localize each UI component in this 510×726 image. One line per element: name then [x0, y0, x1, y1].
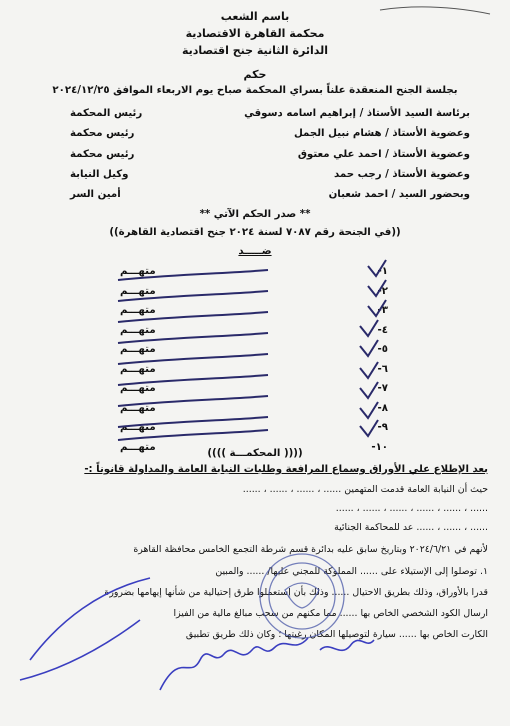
body-line: الكارت الخاص بها ...... سيارة لتوصيلها المكان رغبتها ؛ وكان ذلك طريق تطبيق	[185, 629, 488, 640]
body-line: لأنهم في ٢٠٢٤/٦/٢١ وبتاريخ سابق عليه بدائرة قسم شرطة التجمع الخامس محافظة القاهرة	[133, 544, 488, 555]
defendant-number: ٦-	[377, 363, 388, 375]
session-line: بجلسة الجنح المنعقدة علناً بسراي المحكمة صباح يوم الاربعاء الموافق ٢٠٢٤/١٢/٢٥	[52, 85, 458, 96]
defendant-number: ٧-	[377, 383, 388, 394]
defendant-label: متهـــم	[120, 441, 156, 453]
defendant-label: متهـــم	[120, 305, 156, 316]
body-line: قدرا بالأوراق، وذلك بطريق الاحتيال ...... وذلك بأن إستعملوا طرق إحتيالية من شأنها إيهامها بضرورة	[104, 587, 488, 598]
defendant-label: متهـــم	[120, 422, 156, 433]
panel-member-role: رئيس محكمة	[70, 149, 135, 160]
defendant-number: ٩-	[377, 422, 388, 433]
verdict-heading: ** صدر الحكم الآتي **	[199, 209, 311, 220]
defendant-label: متهـــم	[120, 383, 156, 394]
body-line: ...... ، ...... ، ...... عد للمحاكمة الجنائية	[334, 522, 488, 533]
panel-member-name: وبحضور السيد / احمد شعبان	[328, 189, 470, 200]
defendant-underline-marks	[118, 270, 268, 440]
body-line: ارسال الكود الشخصي الخاص بها ...... مما مكنهم من سحب مبالغ مالية من الفيزا	[173, 608, 488, 619]
section-heading: بعد الإطلاع علي الأوراق وسماع المرافعة وطلبات النيابة العامة والمداولة قانوناً :-	[84, 464, 488, 475]
body-line: ١. توصلوا إلى الإستيلاء على ...... المملوكة للمجني عليها/ ...... والمبين	[215, 566, 488, 577]
panel-member-role: وكيل النيابة	[70, 169, 129, 180]
header-line-1: باسم الشعب	[220, 10, 290, 23]
defendant-number: ٥-	[377, 344, 388, 355]
panel-member-name: برئاسة السيد الأستاذ / إبراهيم اسامه دسوقي	[244, 108, 470, 119]
defendant-label: متهـــم	[120, 266, 156, 277]
panel-member-role: رئيس المحكمة	[70, 108, 143, 119]
panel-member-role: رئيس محكمة	[70, 128, 135, 139]
corner-scribble	[380, 7, 490, 14]
defendant-label: متهـــم	[120, 402, 156, 414]
defendant-label: متهـــم	[120, 324, 156, 336]
against-label: ضـــــد	[238, 246, 272, 257]
panel-member-name: وعضوية الأستاذ / رجب حمد	[334, 169, 470, 180]
defendant-number: ١٠-	[371, 441, 388, 453]
official-stamp	[260, 554, 344, 638]
defendant-label: متهـــم	[120, 344, 156, 355]
defendant-number: ٢-	[377, 285, 388, 297]
defendant-label: متهـــم	[120, 363, 156, 375]
case-number-line: ((في الجنحة رقم ٧٠٨٧ لسنة ٢٠٢٤ جنح اقتصادية القاهرة))	[109, 227, 401, 238]
document-title: حكم	[243, 68, 267, 81]
defendant-number: ٨-	[377, 402, 388, 414]
court-heading: (((( المحكمـــة ))))	[207, 448, 303, 459]
defendant-number: ٣-	[377, 305, 388, 316]
body-line: حيث أن النيابة العامة قدمت المتهمين ...... ، ...... ، ...... ، ......	[242, 484, 488, 495]
defendant-check-marks	[360, 260, 386, 436]
court-name: محكمة القاهرة الاقتصادية	[185, 27, 325, 40]
circuit-name: الدائرة الثانية جنح اقتصادية	[181, 44, 329, 57]
panel-member-role: أمين السر	[70, 189, 121, 200]
defendant-label: متهـــم	[120, 285, 156, 297]
panel-member-name: وعضوية الأستاذ / احمد علي معتوق	[297, 149, 470, 160]
defendant-number: ١-	[377, 266, 388, 277]
body-line: ...... ، ...... ، ...... ، ...... ، ...... ، ......	[335, 503, 488, 514]
panel-member-name: وعضوية الأستاذ / هشام نبيل الجمل	[293, 128, 470, 139]
defendant-number: ٤-	[377, 324, 388, 336]
